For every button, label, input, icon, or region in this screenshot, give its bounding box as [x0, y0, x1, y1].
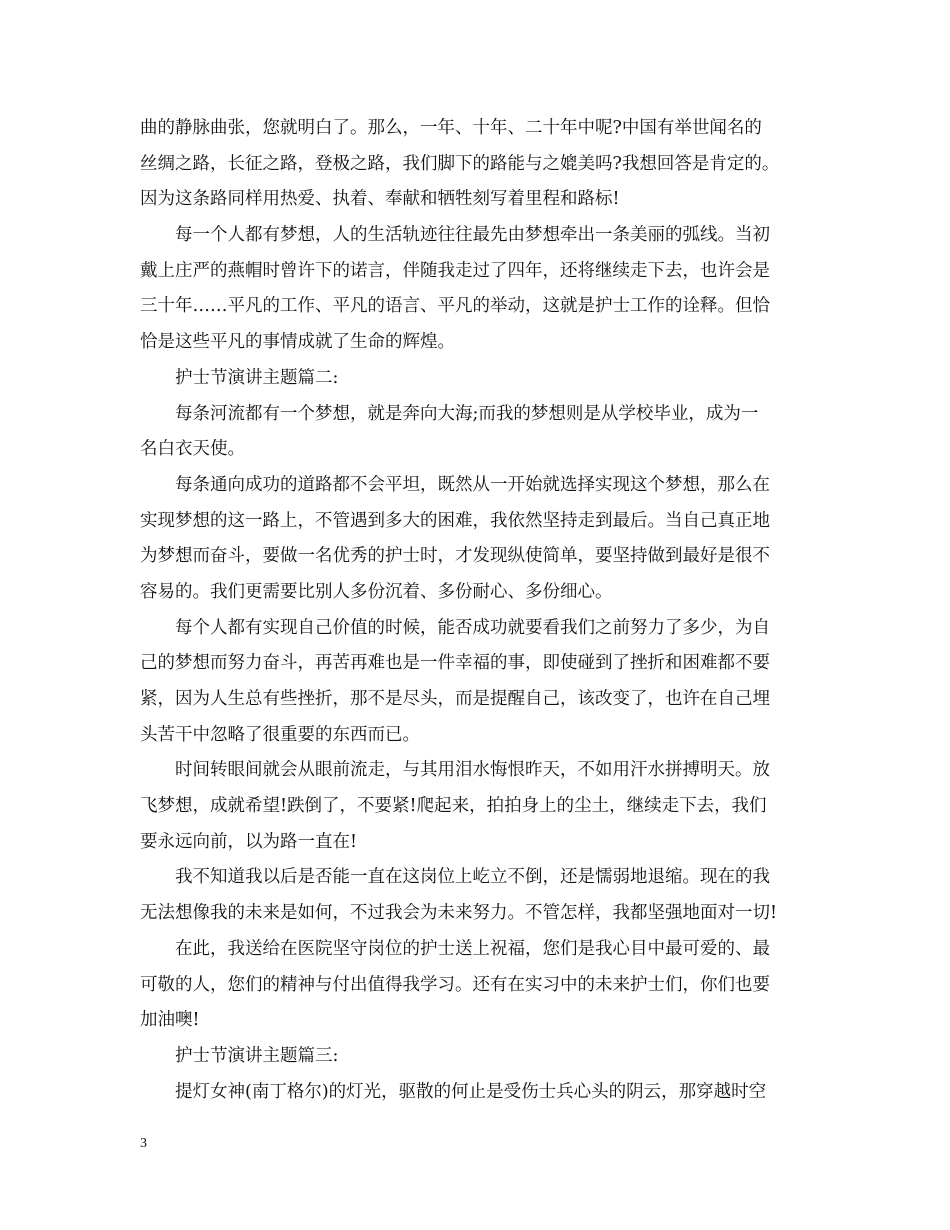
page-number: 3	[140, 1136, 147, 1151]
paragraph-start-line: 提灯女神(南丁格尔)的灯光，驱散的何止是受伤士兵心头的阴云，那穿越时空	[175, 1081, 767, 1102]
paragraph-start-line: 每条通向成功的道路都不会平坦，既然从一开始就选择实现这个梦想，那么在	[175, 474, 770, 495]
text-line: 己的梦想而努力奋斗，再苦再难也是一件幸福的事，即使碰到了挫折和困难都不要	[140, 653, 770, 674]
section-heading: 护士节演讲主题篇三:	[175, 1045, 339, 1066]
paragraph-start-line: 我不知道我以后是否能一直在这岗位上屹立不倒，还是懦弱地退缩。现在的我	[175, 867, 770, 888]
text-line: 容易的。我们更需要比别人多份沉着、多份耐心、多份细心。	[140, 581, 613, 602]
paragraph-start-line: 在此，我送给在医院坚守岗位的护士送上祝福，您们是我心目中最可爱的、最	[175, 938, 770, 959]
text-line: 头苦干中忽略了很重要的东西而已。	[140, 724, 420, 745]
paragraph-start-line: 每一个人都有梦想，人的生活轨迹往往最先由梦想牵出一条美丽的弧线。当初	[175, 225, 770, 246]
text-line: 三十年……平凡的工作、平凡的语言、平凡的举动，这就是护士工作的诠释。但恰	[140, 296, 770, 317]
paragraph-start-line: 每个人都有实现自己价值的时候，能否成功就要看我们之前努力了多少，为自	[175, 617, 770, 638]
section-heading: 护士节演讲主题篇二:	[175, 367, 339, 388]
text-line: 飞梦想，成就希望!跌倒了，不要紧!爬起来，拍拍身上的尘土，继续走下去，我们	[140, 796, 767, 817]
body-text	[140, 111, 825, 1110]
text-line: 加油噢!	[140, 1010, 200, 1031]
text-line: 为梦想而奋斗，要做一名优秀的护士时，才发现纵使简单，要坚持做到最好是很不	[140, 546, 770, 567]
text-line: 恰是这些平凡的事情成就了生命的辉煌。	[140, 332, 455, 353]
text-line: 丝绸之路，长征之路，登极之路，我们脚下的路能与之媲美吗?我想回答是肯定的。	[140, 153, 780, 174]
paragraph-start-line: 时间转眼间就会从眼前流走，与其用泪水悔恨昨天，不如用汗水拼搏明天。放	[175, 760, 770, 781]
text-line: 无法想像我的未来是如何，不过我会为未来努力。不管怎样，我都坚强地面对一切!	[140, 903, 778, 924]
text-line: 戴上庄严的燕帽时曾许下的诺言，伴随我走过了四年，还将继续走下去，也许会是	[140, 260, 770, 281]
paragraph-start-line: 每条河流都有一个梦想，就是奔向大海;而我的梦想则是从学校毕业，成为一	[175, 403, 759, 424]
text-line: 曲的静脉曲张，您就明白了。那么，一年、十年、二十年中呢?中国有举世闻名的	[140, 118, 762, 138]
text-line: 因为这条路同样用热爱、执着、奉献和牺牲刻写着里程和路标!	[140, 189, 620, 210]
text-line: 要永远向前，以为路一直在!	[140, 831, 358, 852]
text-line: 可敬的人，您们的精神与付出值得我学习。还有在实习中的未来护士们，你们也要	[140, 974, 770, 995]
text-line: 名白衣天使。	[140, 439, 245, 460]
text-line: 实现梦想的这一路上，不管遇到多大的困难，我依然坚持走到最后。当自己真正地	[140, 510, 770, 531]
text-line: 紧，因为人生总有些挫折，那不是尽头，而是提醒自己，该改变了，也许在自己埋	[140, 689, 770, 709]
